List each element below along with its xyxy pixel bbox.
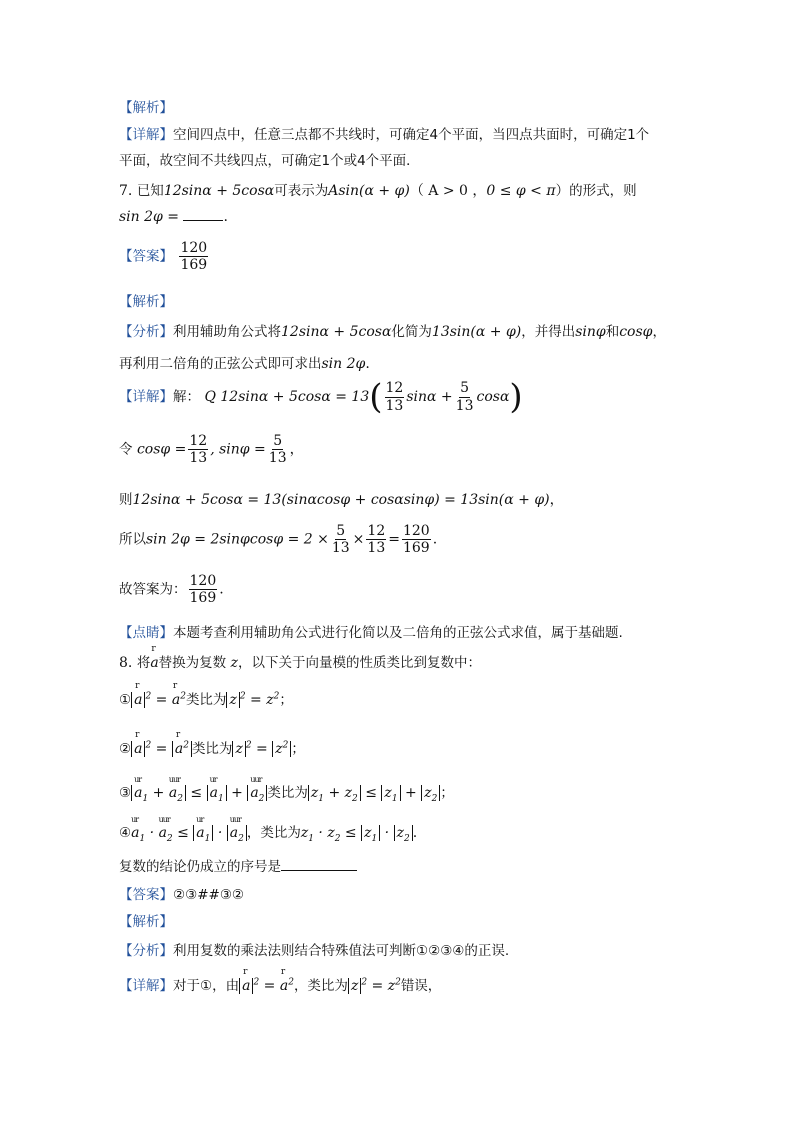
q8-detail-c: 错误， (400, 978, 442, 994)
q8-number: 8. (119, 655, 133, 671)
analysis-text-c: ，并得出 (521, 324, 576, 340)
item-2-rhs: z $^2 = z^2$ (232, 741, 291, 757)
analysis-expr-1: 12sinα + 5cosα (281, 324, 392, 340)
detail-expr: Q 12sinα + 5cosα = 13 (204, 389, 370, 405)
q7-cond-1: （ A > 0 ， (409, 183, 487, 199)
question-8 (119, 644, 793, 671)
vector-arrow: r (151, 644, 156, 654)
q8-text-3: ，以下关于向量模的性质类比到复数中： (238, 655, 482, 671)
let-end: ， (289, 441, 304, 458)
then-text: 则 (119, 492, 133, 508)
q7-cond-2: 0 ≤ φ < π (486, 183, 556, 199)
question-7-line-2 (119, 209, 793, 225)
jiexi-label-3: 【解析】 (119, 914, 173, 930)
q7-number: 7. (119, 183, 133, 199)
q7-text-1: 已知 (136, 183, 164, 199)
analysis-text-g: ， (652, 324, 666, 340)
item-3-mid: 类比为 (267, 785, 308, 801)
answer-denominator: 169 (180, 257, 208, 274)
final-frac-den: 169 (189, 590, 217, 607)
q8-detail-a: 对于①，由 (173, 978, 240, 994)
vector-a-letter: a (150, 655, 159, 671)
let-frac-1-num: 12 (189, 433, 208, 449)
so-frac-3-num: 120 (402, 523, 430, 539)
q7-expr-2: Asin(α + φ) (328, 183, 410, 199)
detail-jie: 解： (173, 389, 200, 405)
q8-z: z (230, 655, 239, 671)
answer-numerator: 120 (180, 240, 208, 256)
item-4-lhs: ur $a_1$ · uur $a_2$ ≤ ur $a_1$ · uur $a_2$ (131, 825, 247, 841)
then-end: ， (549, 492, 564, 508)
item-1-end: ； (279, 692, 293, 708)
analysis-text-e: 和 (605, 324, 620, 340)
let-sin: , sinφ = (210, 441, 266, 458)
detail-line-1 (119, 123, 793, 143)
so-frac-2-num: 12 (367, 523, 386, 539)
analysis2-end: . (365, 356, 370, 372)
q8-answer-text: ②③##③② (173, 887, 245, 903)
detail-frac-2-num: 5 (460, 380, 470, 397)
item-4-end: . (412, 825, 418, 841)
detail-sin: sinα + (406, 389, 453, 405)
item-4 (119, 815, 793, 844)
item-3-number: ③ (119, 785, 132, 801)
item-4-mid: ，类比为 (246, 825, 301, 841)
q8-detail-row (119, 967, 793, 994)
so-frac-3 (402, 523, 431, 556)
detail-text-1: 空间四点中，任意三点都不共线时，可确定4个平面，当四点共面时，可确定1个 (173, 127, 650, 143)
item-1-rhs: z $^2 = z^2$ (226, 692, 279, 708)
daan-label-2: 【答案】 (119, 887, 173, 903)
analysis-line-1 (119, 320, 793, 340)
item-1-lhs: r a $^2$ = r $a^2$ (131, 692, 186, 708)
item-2-lhs: r a $^2$ = r $a^2$ (131, 741, 192, 757)
right-paren: ) (509, 377, 523, 417)
item-1-number: ① (119, 692, 132, 708)
q8-question-text: 复数的结论仍成立的序号是 (119, 859, 281, 875)
jiexi-label: 【解析】 (119, 100, 173, 116)
q8-answer-row (119, 883, 793, 903)
so-frac-2-den: 13 (367, 540, 386, 557)
xiangjie-label: 【详解】 (119, 127, 173, 143)
item-1-mid: 类比为 (185, 692, 227, 708)
left-paren: ( (369, 377, 383, 417)
detail-equation-row (119, 377, 793, 417)
q8-analysis-row (119, 939, 793, 959)
so-frac-1-den: 13 (331, 540, 350, 557)
final-frac-num: 120 (189, 573, 217, 589)
analysis-sinphi: sinφ (575, 324, 606, 340)
xiangjie-label-2: 【详解】 (119, 389, 173, 405)
let-frac-2-den: 13 (268, 450, 287, 467)
item-4-rhs: $z_1 \cdot z_2 \le z_1 \cdot z_2$ (301, 825, 413, 841)
so-expr: sin 2φ = 2sinφcosφ = 2 × (146, 531, 329, 548)
so-end: . (432, 531, 438, 548)
solution-label-3 (119, 910, 793, 930)
detail-frac-2 (455, 380, 475, 413)
detail-line-2 (119, 149, 793, 169)
let-frac-1 (188, 433, 208, 466)
item-2 (119, 730, 793, 757)
comment-text: 本题考查利用辅助角公式进行化简以及二倍角的正弦公式求值，属于基础题. (173, 625, 623, 641)
so-frac-1 (331, 523, 351, 556)
item-2-mid: 类比为 (191, 741, 233, 757)
fenxi-label-2: 【分析】 (119, 943, 173, 959)
so-frac-3-den: 169 (402, 540, 430, 557)
detail-frac-2-den: 13 (455, 397, 474, 414)
solution-label-2 (119, 290, 793, 310)
final-frac (189, 573, 218, 606)
detail-frac-1-num: 12 (385, 380, 404, 397)
detail-frac-1-den: 13 (385, 397, 404, 414)
jiexi-label-2: 【解析】 (119, 294, 173, 310)
q8-analysis-text: 利用复数的乘法法则结合特殊值法可判断①②③④的正误. (173, 943, 510, 959)
so-row (119, 523, 793, 556)
answer-fraction (179, 240, 208, 273)
analysis-text-b: 化简为 (391, 324, 432, 340)
q7-period: . (223, 209, 228, 225)
item-3-end: ； (440, 785, 454, 801)
so-frac-2 (366, 523, 386, 556)
analysis-line-2 (119, 352, 793, 372)
vector-a (150, 644, 159, 671)
fenxi-label: 【分析】 (119, 324, 173, 340)
final-end: . (219, 581, 224, 598)
let-frac-2-num: 5 (273, 433, 283, 449)
so-frac-1-num: 5 (336, 523, 346, 539)
solution-label-1 (119, 96, 793, 116)
let-frac-2 (268, 433, 288, 466)
detail-cos: cosα (476, 389, 510, 405)
let-cos: cosφ = (136, 441, 187, 458)
q8-text-2: 替换为复数 (158, 655, 227, 671)
q8-detail-rhs: z $^2 = z^2$ (348, 978, 401, 994)
analysis2-expr: sin 2φ (321, 356, 366, 372)
q8-detail-b: ，类比为 (293, 978, 348, 994)
answer-row (119, 240, 793, 273)
so-times: × (352, 531, 365, 548)
so-text: 所以 (119, 531, 146, 548)
let-frac-1-den: 13 (189, 450, 208, 467)
detail-text-2: 平面，故空间不共线四点，可确定1个或4个平面． (119, 153, 420, 169)
let-row (119, 433, 793, 466)
comment-row (119, 621, 793, 641)
analysis-expr-2: 13sin(α + φ) (431, 324, 522, 340)
dianjing-label: 【点睛】 (119, 625, 173, 641)
analysis-cosphi: cosφ (619, 324, 653, 340)
item-1 (119, 681, 793, 708)
q8-question-row (119, 855, 793, 875)
item-2-number: ② (119, 741, 132, 757)
q7-text-3: ）的形式，则 (555, 183, 637, 199)
item-3 (119, 775, 793, 804)
q8-answer-blank (281, 870, 357, 871)
detail-frac-1 (385, 380, 405, 413)
daan-label: 【答案】 (119, 248, 173, 265)
final-text: 故答案为： (119, 581, 187, 598)
let-text: 令 (119, 441, 133, 458)
item-3-lhs: ur $a_1$ + uur $a_2$ ≤ ur $a_1$ + uur $a_2$ (131, 785, 267, 801)
analysis2-text: 再利用二倍角的正弦公式即可求出 (119, 356, 322, 372)
q7-expr-1: 12sinα + 5cosα (163, 183, 275, 199)
item-2-end: ； (291, 741, 305, 757)
question-7 (119, 179, 793, 200)
q7-text-2: 可表示为 (274, 183, 329, 199)
answer-blank (183, 220, 223, 221)
xiangjie-label-3: 【详解】 (119, 978, 173, 994)
item-3-rhs: $z_1 + z_2 \le z_1 + z_2$ (308, 785, 440, 801)
q8-text-1: 将 (136, 655, 151, 671)
so-equals: = (388, 531, 400, 548)
then-row (119, 488, 793, 509)
then-expr: 12sinα + 5cosα = 13(sinαcosφ + cosαsinφ) = 13sin(α + φ) (132, 492, 550, 508)
final-row (119, 573, 793, 606)
q7-sin2phi: sin 2φ = (119, 209, 184, 225)
analysis-text-a: 利用辅助角公式将 (173, 324, 281, 340)
item-4-number: ④ (119, 825, 132, 841)
q8-detail-lhs: r a $^2$ = r $a^2$ (239, 978, 294, 994)
